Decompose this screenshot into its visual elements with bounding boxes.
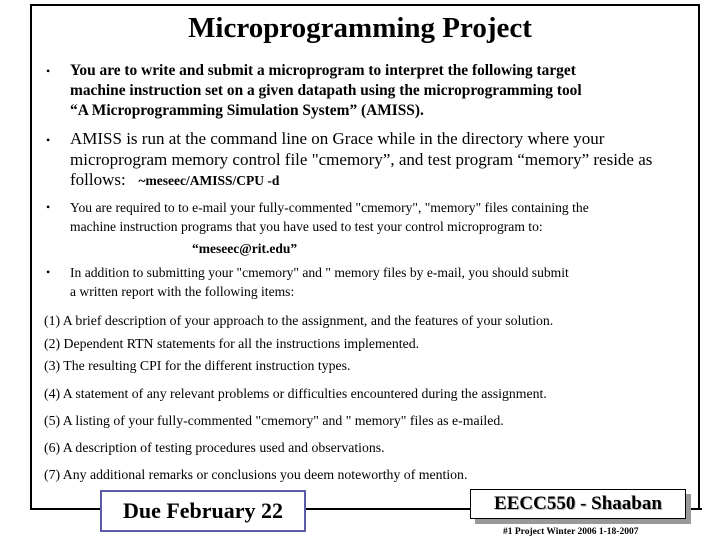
line: machine instruction set on a given datapath using the microprogramming tool: [70, 82, 582, 99]
slide-title: Microprogramming Project: [188, 12, 532, 44]
bullet-3: [70, 198, 589, 236]
line: machine instruction programs that you have used to test your control microprogram to:: [70, 219, 543, 234]
bullet-icon: •: [46, 265, 51, 279]
bullet-icon: •: [46, 133, 51, 147]
line: In addition to submitting your "cmemory" and " memory files by e-mail, you should submit: [70, 265, 569, 280]
report-item: (7) Any additional remarks or conclusions you deem noteworthy of mention.: [44, 467, 468, 482]
bullet-icon: •: [46, 64, 51, 78]
line: follows:: [70, 170, 126, 189]
line: You are to write and submit a microprogram to interpret the following target: [70, 62, 576, 79]
report-item: (2) Dependent RTN statements for all the instructions implemented.: [44, 336, 420, 351]
course-label: EECC550 - Shaaban: [470, 489, 686, 519]
due-date-box: Due February 22: [100, 490, 306, 532]
line: “A Microprogramming Simulation System” (AMISS).: [70, 102, 424, 119]
bullet-icon: •: [46, 200, 51, 214]
footer-text: #1 Project Winter 2006 1-18-2007: [503, 527, 639, 537]
report-item: (3) The resulting CPI for the different instruction types.: [44, 358, 351, 373]
email-address: “meseec@rit.edu”: [192, 241, 298, 256]
line: AMISS is run at the command line on Grace while in the directory where your: [70, 129, 605, 148]
command-path: ~meseec/AMISS/CPU -d: [138, 173, 280, 188]
line: You are required to to e-mail your fully-commented "cmemory", "memory" files containing the: [70, 200, 589, 215]
report-item: (5) A listing of your fully-commented "cmemory" and " memory" files as e-mailed.: [44, 413, 504, 428]
report-item: (6) A description of testing procedures used and observations.: [44, 440, 385, 455]
report-item: (4) A statement of any relevant problems or difficulties encountered during the assignment.: [44, 386, 547, 401]
bullet-2: [70, 129, 652, 192]
line: microprogram memory control file "cmemory”, and test program “memory” reside as: [70, 149, 653, 169]
report-item: (1) A brief description of your approach to the assignment, and the features of your solution.: [44, 313, 554, 328]
bullet-1: [70, 61, 582, 121]
line: a written report with the following items:: [70, 284, 295, 299]
bullet-4: [70, 263, 569, 301]
